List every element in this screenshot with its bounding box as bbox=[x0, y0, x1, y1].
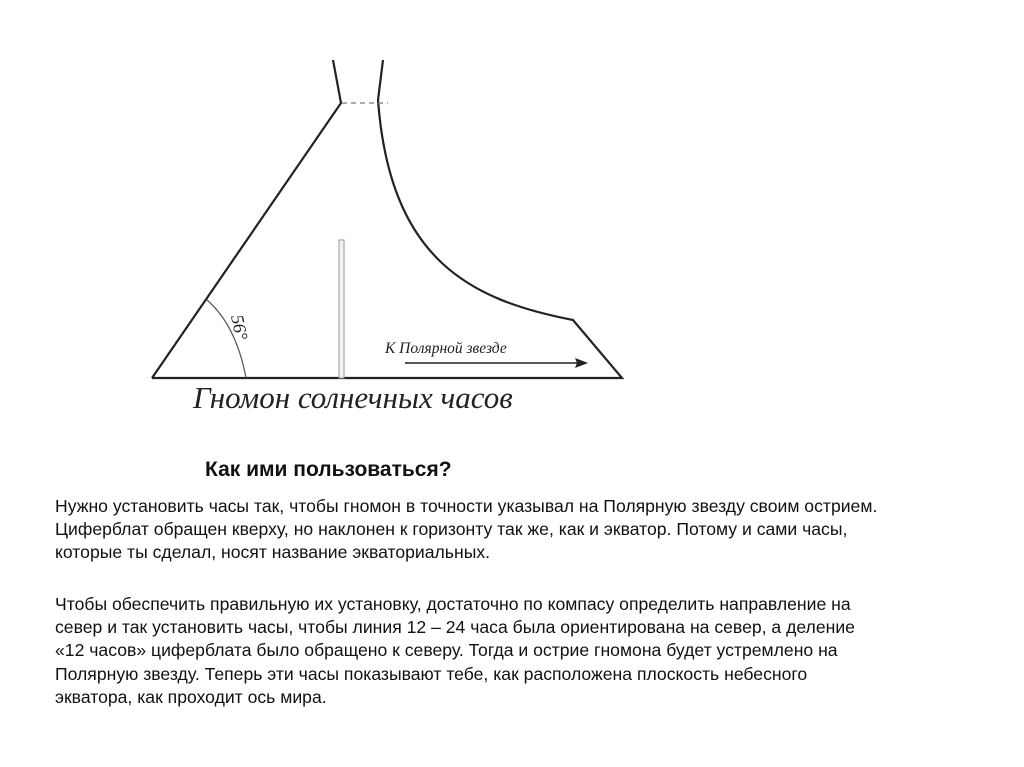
paragraph-installation: Чтобы обеспечить правильную их установку, достаточно по компасу определить направление на север и так установить часы, чтобы линия 12 – 24 часа была ориентирована на север, а деление «12 часов» циферблата было обращено к северу. Тогда и острие гномона будет устремлено на Полярную звезду. Теперь эти часы показывают тебе, как расположена плоскость небесного экватора, как проходит ось мира. bbox=[55, 594, 855, 707]
paragraph-instructions: Нужно установить часы так, чтобы гномон в точности указывал на Полярную звезду своим острием. Циферблат обращен кверху, но наклонен к горизонту так же, как и экватор. Потому и сами часы, которые ты сделал, носят название экваториальных. bbox=[55, 496, 878, 563]
diagram-caption: Гномон солнечных часов bbox=[193, 380, 513, 415]
angle-label: 56° bbox=[227, 312, 252, 342]
page-heading: Как ими пользоваться? bbox=[205, 458, 452, 481]
gnomon-curved-edge bbox=[152, 60, 622, 378]
gnomon-post bbox=[339, 240, 344, 378]
arrow-label: К Полярной звезде bbox=[385, 340, 507, 357]
